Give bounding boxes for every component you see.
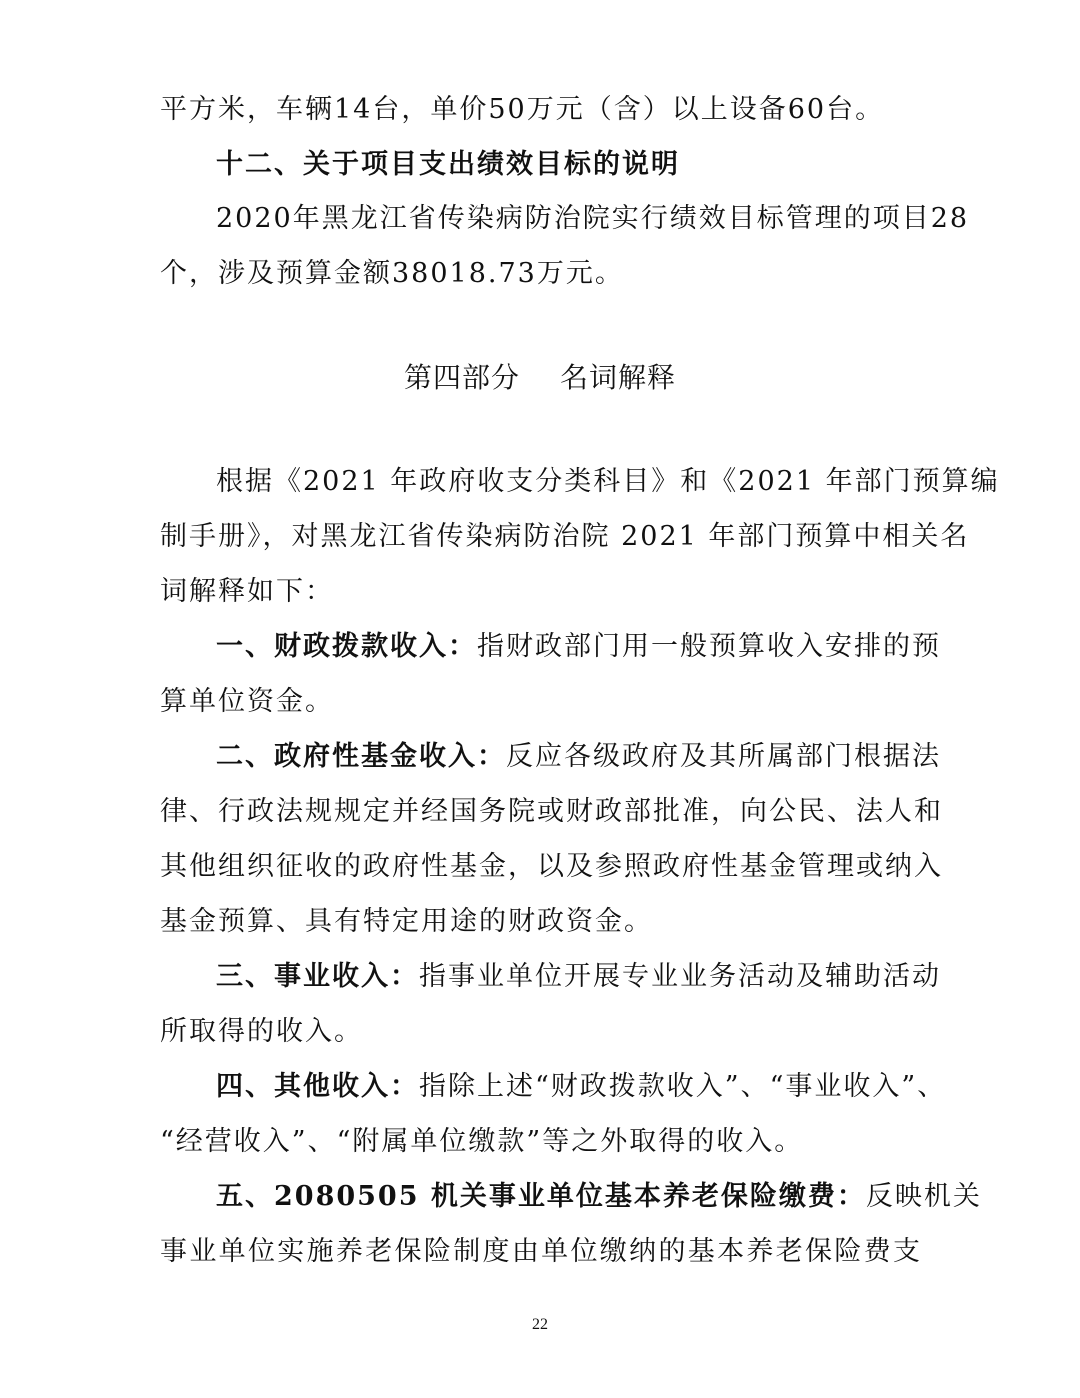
- term-line: [216, 629, 941, 665]
- part-title-name: 名词解释: [560, 361, 677, 394]
- page-number: 22: [532, 1316, 548, 1333]
- paragraph-line: 词解释如下：: [160, 576, 334, 607]
- paragraph-line: 根据《2021 年政府收支分类科目》和《2021 年部门预算编: [216, 466, 1000, 497]
- term-definition: 反映机关: [865, 1181, 982, 1212]
- paragraph-line: 制手册》，对黑龙江省传染病防治院 2021 年部门预算中相关名: [160, 521, 970, 552]
- paragraph-line: 个，涉及预算金额38018.73万元。: [160, 258, 624, 289]
- term-line: [216, 1069, 947, 1105]
- part-title-number: 第四部分: [403, 361, 520, 394]
- section-heading: 十二、关于项目支出绩效目标的说明: [216, 149, 680, 180]
- term-definition: 指除上述“财政拨款收入”、“事业收入”、: [419, 1071, 947, 1102]
- term-definition: 反应各级政府及其所属部门根据法: [506, 741, 941, 772]
- paragraph-line: 算单位资金。: [160, 686, 334, 717]
- term-line: [216, 1179, 982, 1215]
- term-label: 一、财政拨款收入：: [216, 631, 477, 662]
- paragraph-line: 律、行政法规规定并经国务院或财政部批准，向公民、法人和: [160, 796, 943, 827]
- term-label: 三、事业收入：: [216, 961, 419, 992]
- term-label: 二、政府性基金收入：: [216, 741, 506, 772]
- paragraph-line: “经营收入”、“附属单位缴款”等之外取得的收入。: [160, 1126, 804, 1157]
- term-label: 五、2080505 机关事业单位基本养老保险缴费：: [216, 1181, 866, 1212]
- paragraph-line: 事业单位实施养老保险制度由单位缴纳的基本养老保险费支: [160, 1236, 922, 1267]
- paragraph-line: 其他组织征收的政府性基金，以及参照政府性基金管理或纳入: [160, 851, 943, 882]
- paragraph-line: 平方米，车辆14台，单价50万元（含）以上设备60台。: [160, 94, 885, 125]
- term-line: [216, 739, 941, 775]
- paragraph-line: 2020年黑龙江省传染病防治院实行绩效目标管理的项目28: [216, 203, 970, 234]
- term-line: [216, 959, 941, 995]
- term-definition: 指财政部门用一般预算收入安排的预: [477, 631, 941, 662]
- term-definition: 指事业单位开展专业业务活动及辅助活动: [419, 961, 941, 992]
- part-title: [0, 360, 1080, 396]
- term-label: 四、其他收入：: [216, 1071, 419, 1102]
- paragraph-line: 所取得的收入。: [160, 1016, 363, 1047]
- paragraph-line: 基金预算、具有特定用途的财政资金。: [160, 906, 653, 937]
